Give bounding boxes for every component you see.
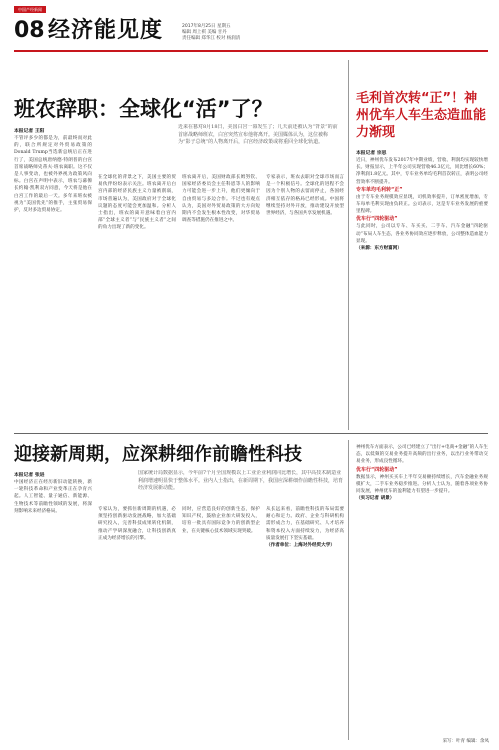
article1-byline: 本报记者 王阳: [14, 129, 45, 134]
article4-body: [356, 444, 488, 729]
article4-paragraph: 神州优车方面表示，公司已经建立了“出行+电商+金融”的人车生态，以低频的交易业务提升高频的出行业务，以出行业务带动交易业务，形成良性循环。: [356, 445, 488, 465]
article3-paragraph: 专家认为，要抓住新周期的机遇，必须坚持创新驱动发展战略，加大基础研究投入，完善科技成果转化机制，推动产学研深度融合，让科技创新真正成为经济增长的引擎。: [98, 507, 176, 541]
article3-lead: 国家统计局数据显示，今年前7个月全国规模以上工业企业利润同比增长，其中高技术制造业利润增速明显快于整体水平。业内人士指出，在新周期下，我国应深耕细作前瞻性科技，培育经济发展新动能。: [138, 470, 343, 491]
article3-headline: 迎接新周期，应深耕细作前瞻性科技: [14, 444, 302, 465]
article3-author: （作者单位：上海对外经贸大学）: [266, 543, 335, 549]
article3-paragraph: 从长远来看，前瞻性科技的布局需要耐心和定力。政府、企业与科研机构需形成合力，在基础研究、人才培养和资本投入方面持续发力，为经济高质量发展打下坚实基础。: [266, 507, 344, 541]
page-number: 08: [14, 18, 45, 43]
article1-body: [14, 128, 344, 428]
article3-byline: 本报记者 张进: [14, 473, 45, 478]
page-meta-line: 2017年8月25日 星期五: [182, 24, 231, 29]
page-meta: [182, 24, 240, 42]
article1-paragraph: 专家表示，班农去职对全球市场而言是一个积极信号。全球化的进程不会因为个别人物的去留而停止，各国经济相互依存的格局已经形成。中国将继续坚持对外开放，推动建设开放型世界经济，与各国共享发展机遇。: [266, 175, 344, 217]
article3-body: [14, 472, 344, 734]
article2-paragraph: 与此同时，公司以专车、车买买、二手车、汽车金融“四轮驱动”布局人车生态，各业务协同效应逐步释放，公司整体造血能力显现。: [356, 224, 488, 244]
article2-headline: 毛利首次转“正”！神州优车人车生态造血能力渐现: [356, 91, 487, 140]
article3-paragraph: 中国经济正在经历新旧动能转换，新一轮科技革命和产业变革正在孕育兴起。人工智能、量子通信、新能源、生物技术等前瞻性领域的发展，将深刻影响未来经济格局。: [14, 480, 92, 514]
article2-subhead: 专车单均毛利转“正”: [356, 186, 403, 193]
page-meta-line: 编辑 周上祺 美编 甘丹: [182, 30, 227, 35]
section-divider: [14, 433, 488, 434]
article1-paragraph: 班农离开后，美国财政部长姆努钦、国家经济委员会主任科恩等人的影响力可能会进一步上升，他们更倾向于自由贸易与多边合作。不过也有观点认为，美国对外贸易政策的大方向短期内不会发生根本性改变，对华贸易调查等措施仍在推进之中。: [182, 175, 260, 224]
article2-subhead: 优车行“四轮驱动”: [356, 216, 398, 223]
section-title: 经济能见度: [48, 18, 164, 43]
article2-paragraph: 由于专车业务规模效应显现，司机效率提升，订单密度增加，专车每单毛利实现由负转正。公司表示，这是专车业务发展的重要里程碑。: [356, 194, 488, 215]
masthead-bar: [14, 6, 46, 13]
article2-byline: 本报记者 宗思: [356, 151, 387, 156]
page-header: [14, 18, 488, 48]
article4-subhead: 优车行“四轮驱动”: [356, 466, 398, 473]
article1-lead: 近来在篡对8月18日，美国白宫一幕发生了；几天前还被认为“背景”的前首席战略师班农，白宫突然宣布他将离开。美国媒体认为，这位被称为“影子总统”的人物离开后，白宫经济政策或将重回全球化轨道。: [178, 124, 338, 145]
page-meta-line: 责任编辑 郑华江 校对 杨润清: [182, 36, 241, 41]
article2-paragraph: 近日，神州优车发布2017年中期业绩，营收、利润均实现较快增长。财报显示，上半年公司实现营收46.3亿元，同比增长60%；净利润1.8亿元。其中，专车业务单均毛利首次转正，表明公司经营效率不断提升。: [356, 158, 488, 185]
column-divider: [348, 60, 349, 430]
article1-headline: 班农辞职：全球化“活”了？: [14, 97, 273, 121]
article1-paragraph: 不管评多少的都是为，前最终而对此的，联合所规定对外贸易政策的Donald Trump当选新总统后正在进行了，美国总统唐纳德·特朗普的白宫首席战略师史蒂夫·班农离职。这不仅是人事变动，也被外界视为政策风向标。白宫在声明中表示，班农与幕僚长约翰·凯利双方同意，今天将是他在白宫工作的最后一天。多年来班农被视为“美国优先”的推手，主张贸易保护，反对多边贸易协定。: [14, 136, 92, 214]
page-footer: 采写：叶青 编辑：余凤: [442, 739, 489, 744]
article2-source: （来源：东方财富网）: [356, 246, 402, 252]
article4-author: （实习记者 胡景）: [356, 496, 395, 502]
header-rule: [14, 50, 488, 52]
article3-paragraph: 同时，应营造良好的创新生态，保护知识产权，鼓励企业加大研发投入，培育一批具有国际竞争力的创新型企业，在关键核心技术领域实现突破。: [182, 507, 260, 534]
article4-paragraph: 数据显示，神州买买车上半年交易额持续增长，汽车金融业务规模扩大，二手车业务稳步推进。分析人士认为，随着各项业务协同发展，神州优车的盈利能力有望进一步提升。: [356, 474, 488, 495]
article2-body: [356, 150, 488, 430]
article1-paragraph: 在全球化的背景之下，美国主要的贸易伙伴纷纷表示关注。班农离开后白宫内部的经济民族主义力量被削弱，市场普遍认为，美国政府对于全球化议题的态度可能会更加温和。分析人士指出，班农的离开意味着白宫内部“全球主义者”与“民族主义者”之间的角力出现了新的变化。: [98, 175, 176, 231]
newspaper-tag: 中国产经新闻: [14, 6, 46, 13]
column-divider-lower: [348, 440, 349, 740]
